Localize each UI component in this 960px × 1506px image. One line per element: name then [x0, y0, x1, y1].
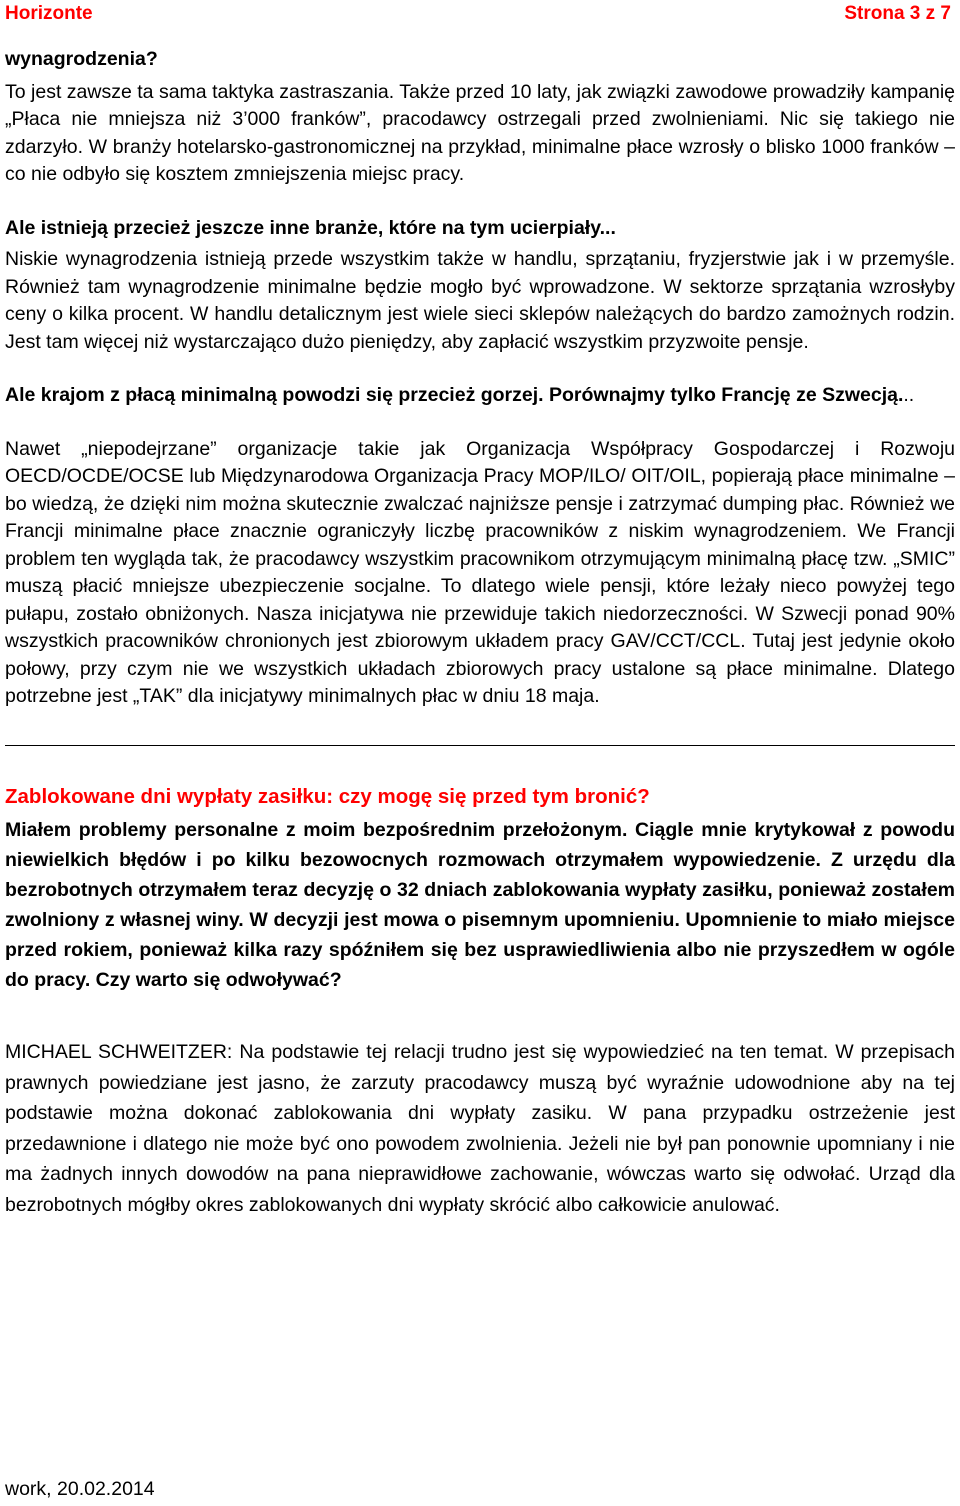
section-heading: Zablokowane dni wypłaty zasiłku: czy mogę się przed tym bronić? [5, 784, 650, 808]
answer-paragraph-3: Nawet „niepodejrzane” organizacje takie jak Organizacja Współpracy Gospodarczej i Rozwoju OECD/OCDE/OCSE lub Międzynarodowa Organizacja Pracy MOP/ILO/ OIT/OIL, popierają płace minimalne – bo wiedzą, że dzięki nim można skutecznie zwalczać najniższe pensje i zatrzymać dumping płac. Również we Francji minimalne płace znacznie ograniczyły liczbę pracowników z niskim wynagrodzeniem. We Francji problem ten wygląda tak, że pracodawcy wszystkim pracownikom otrzymującym minimalną płacę tzw. „SMIC” muszą płacić mniejsze ubezpieczenie socjalne. To dlatego wiele pensji, które leżały nieco powyżej tego pułapu, zostało obniżonych. Nasza inicjatywa nie przewiduje takich niedorzeczności. W Szwecji ponad 90% wszystkich pracowników chronionych jest zbiorowym układem pracy GAV/CCT/CCL. Tutaj jest jedynie około połowy, przy czym nie we wszystkich układach zbiorowych pracy ustalone są płace minimalne. Dlatego potrzebne jest „TAK” dla inicjatywy minimalnych płac w dniu 18 maja. [5, 437, 955, 707]
page-indicator: Strona 3 z 7 [844, 3, 951, 24]
question-heading-2: Ale istnieją przecież jeszcze inne branże, które na tym ucierpiały... [5, 216, 616, 239]
question-heading-3 [5, 382, 955, 410]
question-heading-3-text: Ale krajom z płacą minimalną powodzi się przecież gorzej. Porównajmy tylko Francję ze Szwecją. [5, 384, 904, 406]
question-continuation: wynagrodzenia? [5, 48, 158, 70]
reader-question: Miałem problemy personalne z moim bezpośrednim przełożonym. Ciągle mnie krytykował z powodu niewielkich błędów i po kilku bezowocnych rozmowach otrzymałem wypowiedzenie. Z urzędu dla bezrobotnych otrzymałem teraz decyzję o 32 dniach zablokowania wypłaty zasiłku, ponieważ zostałem zwolniony z własnej winy. W decyzji jest mowa o pisemnym upomnieniu. Upomnienie to miało miejsce przed rokiem, ponieważ kilka razy spóźniłem się bez usprawiedliwienia albo nie przyszedłem w ogóle do pracy. Czy warto się odwoływać? [5, 819, 955, 991]
answer-paragraph-2: Niskie wynagrodzenia istnieją przede wszystkim także w handlu, sprzątaniu, fryzjerstwie jak i w przemyśle. Również tam wynagrodzenie minimalne będzie mogło być wprowadzone. W sektorze sprzątania wzrosłyby ceny o kilka procent. W handlu detalicznym jest wiele sieci sklepów należących do bardzo zamożnych rodzin. Jest tam więcej niż wystarczająco dużo pieniędzy, aby zapłacić wszystkim przyzwoite pensje. [5, 248, 955, 353]
answer-paragraph-1: To jest zawsze ta sama taktyka zastraszania. Także przed 10 laty, jak związki zawodowe prowadziły kampanię „Płaca nie mniejsza niż 3’000 franków”, pracodawcy ostrzegali przed zwolnieniami. Nic się takiego nie zdarzyło. W branży hotelarsko-gastronomicznej na przykład, minimalne płace wzrosły o blisko 1000 franków – co nie odbyło się kosztem zmniejszenia miejsc pracy. [5, 80, 955, 185]
expert-answer: MICHAEL SCHWEITZER: Na podstawie tej relacji trudno jest się wypowiedzieć na ten temat. W przepisach prawnych powiedziane jest jasno, że zarzuty pracodawcy muszą być wyraźnie udowodnione aby na tej podstawie można dokonać zablokowania dni wypłaty zasiku. W pana przypadku ostrzeżenie jest przedawnione i dlatego nie może być ono powodem zwolnienia. Jeżeli nie był pan ponownie upomniany i nie ma żadnych innych dowodów na pana nieprawidłowe zachowanie, wówczas warto się odwołać. Urząd dla bezrobotnych mógłby okres zablokowanych dni wypłaty skrócić albo całkowicie anulować. [5, 1041, 955, 1216]
page-header [5, 2, 951, 26]
footer-source: work, 20.02.2014 [5, 1478, 155, 1500]
publication-title: Horizonte [5, 3, 93, 24]
question-heading-3-tail: .. [903, 384, 915, 406]
section-divider [5, 745, 955, 746]
article-body [5, 46, 955, 1220]
